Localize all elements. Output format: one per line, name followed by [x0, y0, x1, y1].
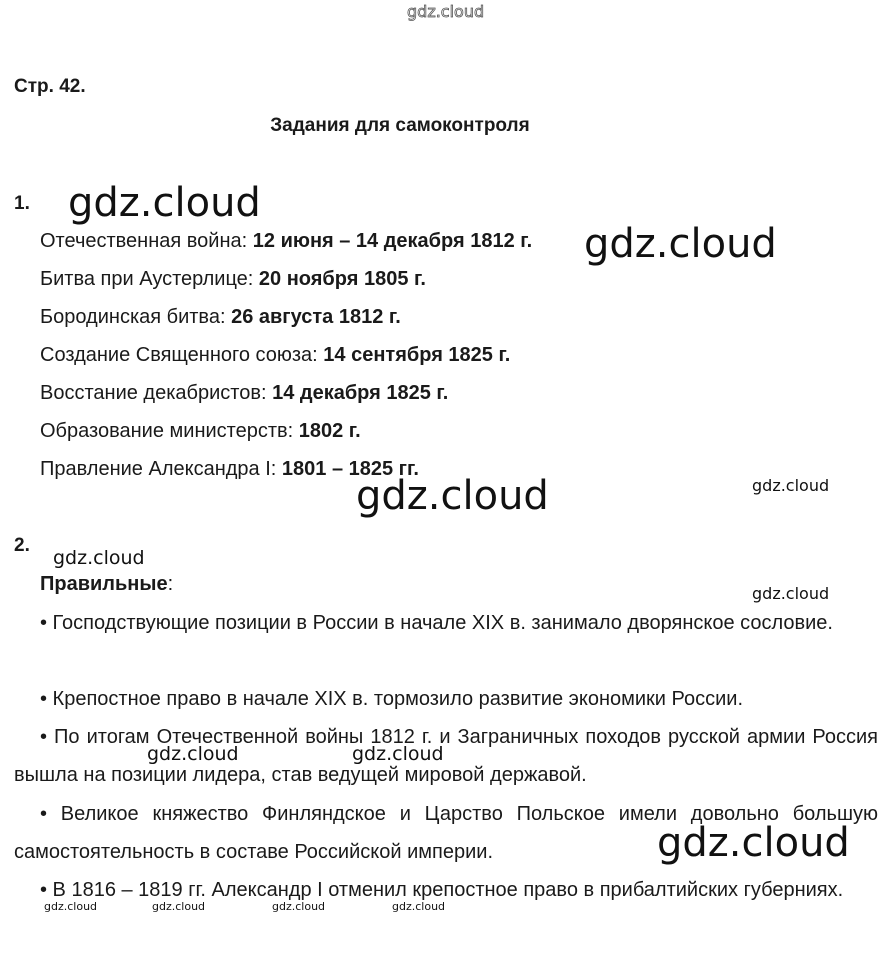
item-label: Создание Священного союза: [40, 344, 324, 366]
item-value: 1802 г. [298, 420, 361, 442]
item-value: 20 ноября 1805 г. [258, 268, 426, 290]
task-2-number: 2. [14, 535, 30, 556]
statement: • По итогам Отечественной войны 1812 г. и Заграничных походов русской армии Россия вышла на позиции лидера, став ведущей мировой державой. [14, 726, 878, 786]
watermark: gdz.cloud [152, 900, 206, 913]
task-1-item [40, 420, 361, 443]
watermark: gdz.cloud [147, 743, 239, 765]
item-label: Бородинская битва: [40, 306, 232, 328]
statement: • Великое княжество Финляндское и Царство Польское имели довольно большую самостоятельность в составе Российской империи. [14, 803, 878, 863]
task-2-subheading [40, 573, 173, 596]
item-value: 12 июня – 14 декабря 1812 г. [252, 230, 533, 252]
watermark: gdz.cloud [68, 180, 261, 226]
task-1-item [40, 344, 510, 367]
watermark: gdz.cloud [657, 820, 850, 866]
subheading-text: Правильные [40, 573, 168, 595]
watermark: gdz.cloud [44, 900, 98, 913]
watermark: gdz.cloud [392, 900, 446, 913]
statement: • Господствующие позиции в России в начале XIX в. занимало дворянское сословие. [40, 612, 833, 634]
page-label: Стр. 42. [14, 76, 86, 97]
watermark: gdz.cloud [356, 473, 549, 519]
watermark: gdz.cloud [752, 476, 830, 495]
item-label: Образование министерств: [40, 420, 299, 442]
watermark: gdz.cloud [752, 584, 830, 603]
watermark: gdz.cloud [53, 547, 145, 569]
item-label: Восстание декабристов: [40, 382, 273, 404]
task-1-item [40, 230, 532, 253]
item-label: Отечественная война: [40, 230, 253, 252]
item-value: 14 декабря 1825 г. [272, 382, 449, 404]
task-1-number: 1. [14, 193, 30, 214]
watermark: gdz.cloud [352, 743, 444, 765]
item-label: Правление Александра I: [40, 458, 282, 480]
section-heading: Задания для самоконтроля [270, 115, 530, 136]
item-label: Битва при Аустерлице: [40, 268, 259, 290]
task-1-item [40, 268, 426, 291]
watermark: gdz.cloud [272, 900, 326, 913]
task-1-item [40, 306, 401, 329]
item-value: 1801 – 1825 гг. [281, 458, 419, 480]
item-value: 14 сентября 1825 г. [323, 344, 511, 366]
task-1-item [40, 382, 448, 405]
watermark: gdz.cloud [584, 221, 777, 267]
watermark-top: gdz.cloud [407, 2, 485, 21]
item-value: 26 августа 1812 г. [231, 306, 401, 328]
statement: • В 1816 – 1819 гг. Александр I отменил крепостное право в прибалтийских губерниях. [40, 879, 844, 901]
subheading-colon: : [167, 573, 174, 595]
statement: • Крепостное право в начале XIX в. тормозило развитие экономики России. [40, 688, 744, 710]
